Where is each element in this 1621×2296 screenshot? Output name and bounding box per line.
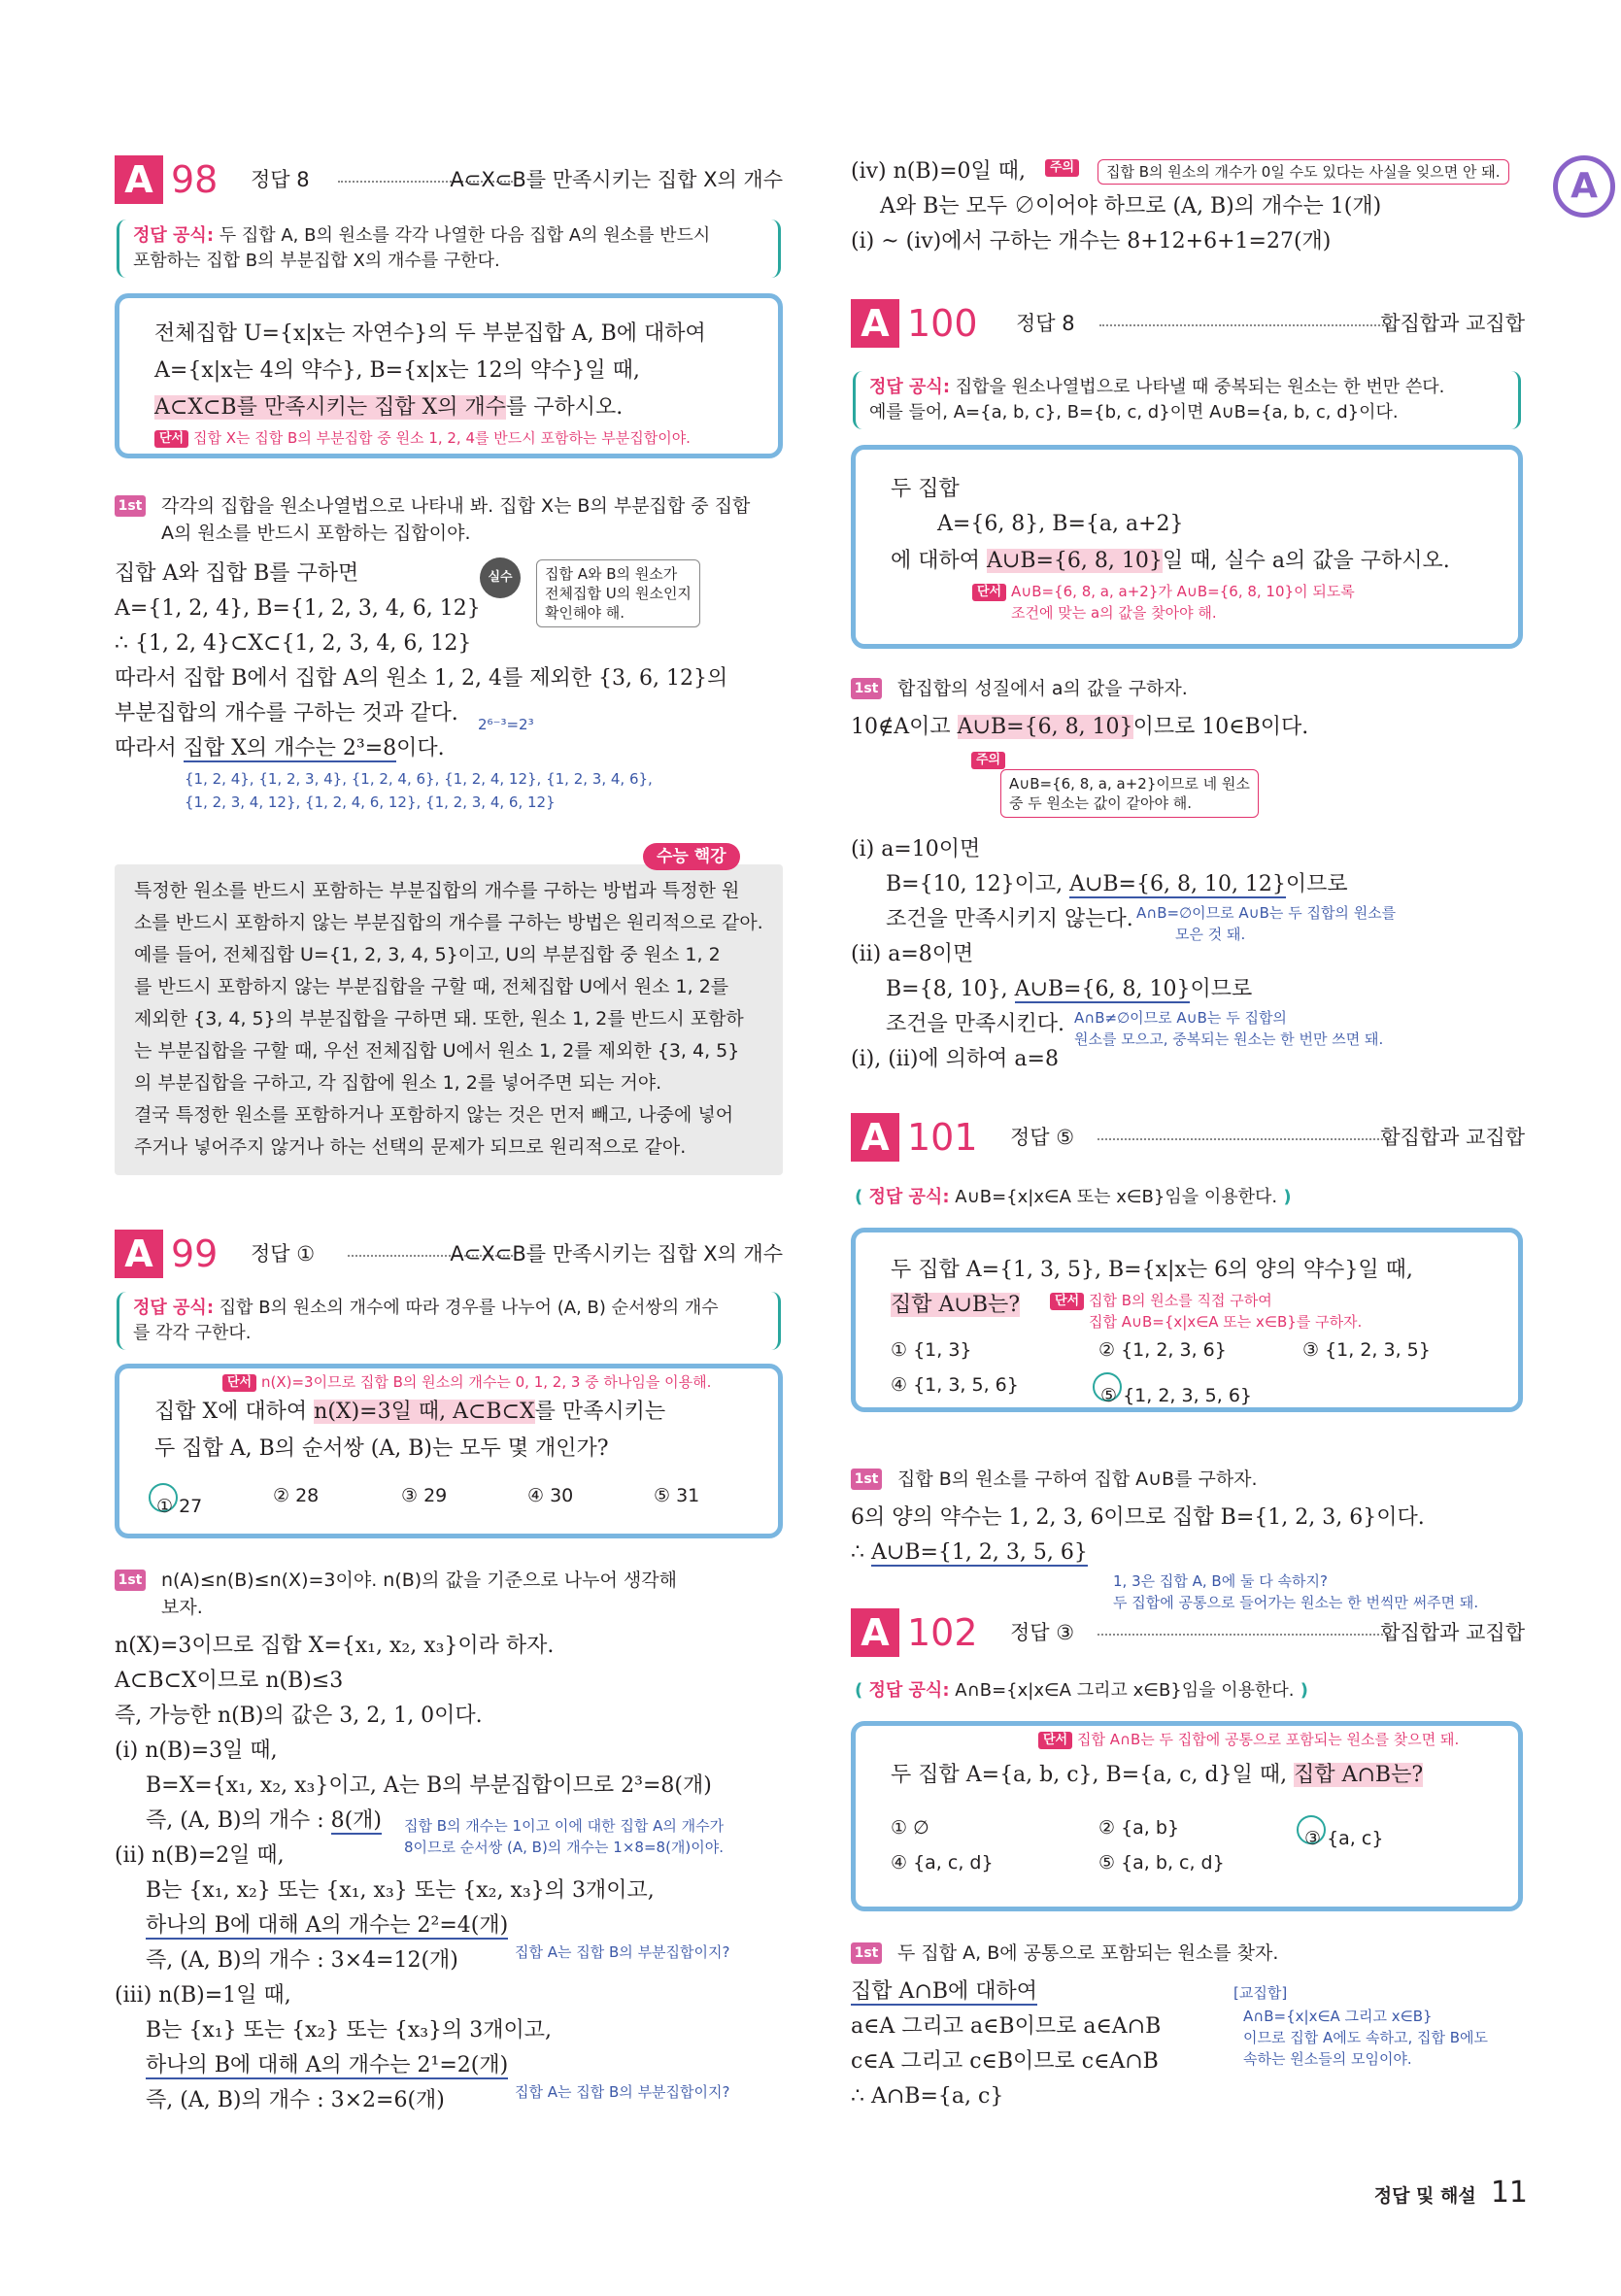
- answer-label: 정답 8: [251, 168, 310, 191]
- problem-badge: A: [851, 299, 899, 348]
- mistake-icon: 실수: [480, 557, 521, 598]
- formula-box: ( 정답 공식: A∩B={x|x∈A 그리고 x∈B}임을 이용한다. ): [855, 1680, 1309, 1701]
- side-note: 이므로 집합 A에도 속하고, 집합 B에도: [1243, 2029, 1489, 2046]
- step-text: 보자.: [161, 1597, 203, 1618]
- formula-label: 정답 공식:: [133, 1298, 215, 1318]
- hint-text: n(X)=3이므로 집합 B의 원소의 개수는 0, 1, 2, 3 중 하나임을 이용해.: [261, 1373, 712, 1391]
- formula-label: 정답 공식:: [868, 1680, 950, 1701]
- hint-tag: 단서: [1050, 1293, 1084, 1310]
- solution-line: B=X={x₁, x₂, x₃}이고, A는 B의 부분집합이므로 2³=8(개): [146, 1773, 712, 1798]
- answer-label: 정답 8: [1016, 312, 1075, 335]
- formula-text: A∩B={x|x∈A 그리고 x∈B}임을 이용한다.: [955, 1680, 1295, 1701]
- problem-badge: A: [851, 1608, 899, 1657]
- solution-line: B는 {x₁, x₂} 또는 {x₁, x₃} 또는 {x₂, x₃}의 3개이고,: [146, 1878, 655, 1903]
- solution-line: (iii) n(B)=1일 때,: [115, 1983, 291, 2008]
- problem-98-header: [115, 155, 783, 204]
- side-note-title: [교집합]: [1233, 1984, 1288, 2002]
- solution-line: ∴ A∪B={1, 2, 3, 5, 6}: [851, 1540, 1088, 1565]
- core-tip-box: [115, 864, 783, 1175]
- formula-text: 집합 B의 원소의 개수에 따라 경우를 나누어 (A, B) 순서쌍의 개수: [219, 1298, 719, 1318]
- solution-line: (ii) n(B)=2일 때,: [115, 1843, 285, 1868]
- page-number: 11: [1490, 2176, 1528, 2210]
- solution-line: (i) n(B)=3일 때,: [115, 1739, 278, 1763]
- mistake-note: 집합 A와 B의 원소가 전체집합 U의 원소인지 확인해야 해.: [536, 559, 700, 627]
- problem-text: 두 집합 A, B의 순서쌍 (A, B)는 모두 몇 개인가?: [154, 1436, 609, 1461]
- choice-2[interactable]: ② {a, b}: [1098, 1817, 1180, 1839]
- solution-line: 10∉A이고 A∪B={6, 8, 10}이므로 10∈B이다.: [851, 715, 1309, 739]
- choice-2[interactable]: ② {1, 2, 3, 6}: [1098, 1339, 1227, 1361]
- leader-dots: [1099, 324, 1391, 326]
- choice-3[interactable]: ③ 29: [401, 1485, 448, 1506]
- step-text: 두 집합 A, B에 공통으로 포함되는 원소를 찾자.: [897, 1942, 1279, 1964]
- problem-box: [851, 1721, 1523, 1911]
- answer-label: 정답 ⑤: [1010, 1126, 1075, 1149]
- problem-topic: A⊂X⊂B를 만족시키는 집합 X의 개수: [450, 168, 783, 191]
- problem-number: 101: [907, 1116, 978, 1159]
- choice-5[interactable]: ⑤ {a, b, c, d}: [1098, 1852, 1225, 1874]
- core-text: 소를 반드시 포함하지 않는 부분집합의 개수를 구하는 방법은 원리적으로 같아.: [134, 912, 763, 933]
- core-text: 제외한 {3, 4, 5}의 부분집합을 구하면 돼. 또한, 원소 1, 2를 반드시 포함하: [134, 1008, 744, 1030]
- solution-line: 즉, (A, B)의 개수 : 8(개): [146, 1808, 383, 1833]
- side-note: 원소를 모으고, 중복되는 원소는 한 번만 쓰면 돼.: [1074, 1030, 1384, 1048]
- problem-text: 에 대하여 A∪B={6, 8, 10}일 때, 실수 a의 값을 구하시오.: [891, 549, 1450, 573]
- problem-100-header: [851, 299, 1525, 348]
- step-text: A의 원소를 반드시 포함하는 집합이야.: [161, 523, 471, 544]
- solution-line: n(X)=3이므로 집합 X={x₁, x₂, x₃}이라 하자.: [115, 1634, 555, 1658]
- side-note: 2⁶⁻³=2³: [478, 716, 534, 733]
- formula-box: [117, 219, 781, 278]
- hint-tag: 단서: [1038, 1732, 1072, 1749]
- hint-tag: 단서: [222, 1374, 256, 1392]
- problem-number: 98: [171, 158, 219, 201]
- problem-number: 102: [907, 1611, 978, 1654]
- side-note: 모은 것 돼.: [1175, 926, 1246, 943]
- caution-tag: 주의: [1045, 159, 1079, 177]
- hint-text: 집합 A∩B는 두 집합에 공통으로 포함되는 원소를 찾으면 돼.: [1077, 1731, 1460, 1748]
- answer-label: 정답 ③: [1010, 1621, 1075, 1644]
- hint-text: 집합 A∪B={x|x∈A 또는 x∈B}를 구하자.: [1089, 1313, 1363, 1331]
- formula-text: 집합을 원소나열법으로 나타낼 때 중복되는 원소는 한 번만 쓴다.: [955, 377, 1445, 397]
- problem-topic: 합집합과 교집합: [1380, 1621, 1525, 1644]
- core-tip-tag: 수능 핵강: [643, 843, 740, 870]
- hint-text: 조건에 맞는 a의 값을 찾아야 해.: [1011, 604, 1217, 622]
- solution-line: 따라서 집합 X의 개수는 2³=8이다.: [115, 736, 445, 760]
- leader-dots: [1098, 1138, 1391, 1140]
- solution-line: A⊂B⊂X이므로 n(B)≤3: [115, 1669, 344, 1693]
- answer-label: 정답 ①: [251, 1242, 316, 1266]
- solution-line: 조건을 만족시킨다.: [886, 1012, 1065, 1036]
- side-note: 속하는 원소들의 모임이야.: [1243, 2050, 1412, 2068]
- step-tag: 1st: [115, 1570, 146, 1591]
- solution-line: 부분집합의 개수를 구하는 것과 같다.: [115, 701, 458, 726]
- formula-text: 포함하는 집합 B의 부분집합 X의 개수를 구한다.: [133, 251, 500, 271]
- choice-1[interactable]: ① 27: [154, 1483, 202, 1519]
- core-text: 특정한 원소를 반드시 포함하는 부분집합의 개수를 구하는 방법과 특정한 원: [134, 880, 740, 901]
- section-badge: A: [1553, 155, 1615, 218]
- solution-line: ∴ {1, 2, 4}⊂X⊂{1, 2, 3, 4, 6, 12}: [115, 631, 472, 656]
- hint-text: A∪B={6, 8, a, a+2}가 A∪B={6, 8, 10}이 되도록: [1011, 583, 1355, 600]
- problem-badge: A: [851, 1113, 899, 1162]
- solution-line: B={10, 12}이고, A∪B={6, 8, 10, 12}이므로: [886, 872, 1348, 896]
- formula-text: 두 집합 A, B의 원소를 각각 나열한 다음 집합 A의 원소를 반드시: [219, 225, 711, 246]
- leader-dots: [1098, 1634, 1391, 1636]
- formula-label: 정답 공식:: [133, 225, 215, 246]
- formula-text: A∪B={x|x∈A 또는 x∈B}임을 이용한다.: [955, 1187, 1278, 1207]
- choice-1[interactable]: ① ∅: [891, 1817, 929, 1839]
- core-text: 주거나 넣어주지 않거나 하는 선택의 문제가 되므로 원리적으로 같아.: [134, 1136, 687, 1158]
- problem-99-header: [115, 1230, 783, 1278]
- problem-text: 두 집합 A={1, 3, 5}, B={x|x는 6의 양의 약수}일 때,: [891, 1258, 1413, 1282]
- problem-number: 99: [171, 1232, 219, 1275]
- solution-line: (i), (ii)에 의하여 a=8: [851, 1047, 1059, 1071]
- problem-box: [851, 445, 1523, 649]
- formula-box: [853, 371, 1521, 429]
- solution-line: (ii) a=8이면: [851, 942, 974, 966]
- problem-topic: 합집합과 교집합: [1380, 312, 1525, 335]
- solution-line: (iv) n(B)=0일 때,: [851, 159, 1027, 184]
- hint-tag: 단서: [154, 430, 188, 448]
- page-footer: [1374, 2176, 1528, 2210]
- solution-line: B는 {x₁} 또는 {x₂} 또는 {x₃}의 3개이고,: [146, 2018, 553, 2043]
- solution-line: ∴ A∩B={a, c}: [851, 2084, 1004, 2109]
- caution-tag: 주의: [971, 752, 1005, 769]
- core-text: 결국 특정한 원소를 포함하거나 포함하지 않는 것은 먼저 빼고, 나중에 넣어: [134, 1104, 734, 1126]
- solution-line: c∈A 그리고 c∈B이므로 c∈A∩B: [851, 2049, 1159, 2074]
- solution-line: 즉, (A, B)의 개수 : 3×2=6(개): [146, 2088, 445, 2112]
- problem-box: [851, 1228, 1523, 1412]
- problem-topic: 합집합과 교집합: [1380, 1126, 1525, 1149]
- step-text: 합집합의 성질에서 a의 값을 구하자.: [897, 678, 1188, 699]
- formula-box: [117, 1292, 781, 1350]
- step-tag: 1st: [851, 678, 882, 699]
- formula-text: 를 각각 구한다.: [133, 1323, 252, 1343]
- solution-line: (i) ~ (iv)에서 구하는 개수는 8+12+6+1=27(개): [851, 229, 1332, 253]
- side-note: A∩B={x|x∈A 그리고 x∈B}: [1243, 2008, 1433, 2025]
- formula-box: ( 정답 공식: A∪B={x|x∈A 또는 x∈B}임을 이용한다. ): [855, 1187, 1292, 1207]
- step-text: 각각의 집합을 원소나열법으로 나타내 봐. 집합 X는 B의 부분집합 중 집합: [161, 495, 751, 517]
- step-text: 집합 B의 원소를 구하여 집합 A∪B를 구하자.: [897, 1469, 1258, 1490]
- step-tag: 1st: [851, 1942, 882, 1964]
- side-note: 집합 A는 집합 B의 부분집합이지?: [515, 1943, 730, 1961]
- caution-note: A∪B={6, 8, a, a+2}이므로 네 원소 중 두 원소는 값이 같아야 해.: [1000, 769, 1259, 818]
- choice-1[interactable]: ① {1, 3}: [891, 1339, 972, 1361]
- footer-label: 정답 및 해설: [1373, 2185, 1476, 2207]
- solution-line: A={1, 2, 4}, B={1, 2, 3, 4, 6, 12}: [115, 596, 481, 621]
- problem-text: 집합 X에 대하여 n(X)=3일 때, A⊂B⊂X를 만족시키는: [154, 1400, 666, 1424]
- step-tag: 1st: [851, 1469, 882, 1490]
- core-text: 를 반드시 포함하지 않는 부분집합을 구할 때, 전체집합 U에서 원소 1, 2를: [134, 976, 729, 997]
- solution-line: 즉, (A, B)의 개수 : 3×4=12(개): [146, 1948, 458, 1973]
- problem-box: [115, 1364, 783, 1538]
- side-note: 집합 B의 개수는 1이고 이에 대한 집합 A의 개수가: [404, 1817, 725, 1835]
- side-note: 두 집합에 공통으로 들어가는 원소는 한 번씩만 써주면 돼.: [1113, 1594, 1479, 1611]
- side-note: 8이므로 순서쌍 (A, B)의 개수는 1×8=8(개)이야.: [404, 1839, 725, 1856]
- problem-text: 두 집합 A={a, b, c}, B={a, c, d}일 때, 집합 A∩B는?: [891, 1763, 1424, 1787]
- choice-3[interactable]: ③ {a, c}: [1302, 1815, 1383, 1851]
- problem-101-header: [851, 1113, 1525, 1162]
- set-list: {1, 2, 3, 4, 12}, {1, 2, 4, 6, 12}, {1, 2, 3, 4, 6, 12}: [185, 793, 556, 811]
- choice-4[interactable]: ④ {1, 3, 5, 6}: [891, 1374, 1019, 1396]
- solution-line: 집합 A∩B에 대하여: [851, 1979, 1037, 2004]
- core-text: 의 부분집합을 구하고, 각 집합에 원소 1, 2를 넣어주면 되는 거야.: [134, 1072, 662, 1094]
- problem-text: A={x|x는 4의 약수}, B={x|x는 12의 약수}일 때,: [154, 358, 640, 383]
- problem-box: [115, 293, 783, 458]
- side-note: A∩B=∅이므로 A∪B는 두 집합의 원소를: [1136, 904, 1397, 922]
- problem-text: 전체집합 U={x|x는 자연수}의 두 부분집합 A, B에 대하여: [154, 321, 706, 346]
- choice-4[interactable]: ④ {a, c, d}: [891, 1852, 994, 1874]
- solution-line: B={8, 10}, A∪B={6, 8, 10}이므로: [886, 977, 1253, 1001]
- choice-5[interactable]: ⑤ 31: [654, 1485, 700, 1506]
- core-text: 는 부분집합을 구할 때, 우선 전체집합 U에서 원소 1, 2를 제외한 {3, 4, 5}: [134, 1040, 740, 1062]
- caution-note: 집합 B의 원소의 개수가 0일 수도 있다는 사실을 잊으면 안 돼.: [1098, 159, 1509, 185]
- hint-text: 집합 X는 집합 B의 부분집합 중 원소 1, 2, 4를 반드시 포함하는 부분집합이야.: [193, 429, 691, 447]
- solution-line: A와 B는 모두 ∅이어야 하므로 (A, B)의 개수는 1(개): [880, 194, 1382, 219]
- problem-badge: A: [115, 155, 163, 204]
- choice-2[interactable]: ② 28: [273, 1485, 320, 1506]
- step-text: n(A)≤n(B)≤n(X)=3이야. n(B)의 값을 기준으로 나누어 생각해: [161, 1570, 677, 1591]
- side-note: A∩B≠∅이므로 A∪B는 두 집합의: [1074, 1009, 1287, 1027]
- solution-line: (i) a=10이면: [851, 837, 981, 861]
- solution-line: 조건을 만족시키지 않는다.: [886, 907, 1133, 931]
- problem-102-header: [851, 1608, 1525, 1657]
- solution-line: 하나의 B에 대해 A의 개수는 2²=4(개): [146, 1913, 509, 1938]
- solution-line: 집합 A와 집합 B를 구하면: [115, 561, 359, 586]
- solution-line: a∈A 그리고 a∈B이므로 a∈A∩B: [851, 2014, 1162, 2039]
- core-text: 예를 들어, 전체집합 U={1, 2, 3, 4, 5}이고, U의 부분집합 중 원소 1, 2: [134, 944, 721, 965]
- set-list: {1, 2, 4}, {1, 2, 3, 4}, {1, 2, 4, 6}, {1, 2, 4, 12}, {1, 2, 3, 4, 6},: [185, 770, 653, 788]
- choice-3[interactable]: ③ {1, 2, 3, 5}: [1302, 1339, 1431, 1361]
- solution-line: 6의 양의 약수는 1, 2, 3, 6이므로 집합 B={1, 2, 3, 6}이다.: [851, 1505, 1425, 1530]
- problem-text: 두 집합: [891, 477, 960, 501]
- hint-text: 집합 B의 원소를 직접 구하여: [1089, 1292, 1272, 1309]
- step-tag: 1st: [115, 495, 146, 517]
- problem-text: 집합 A∪B는?: [891, 1293, 1021, 1317]
- side-note: 집합 A는 집합 B의 부분집합이지?: [515, 2083, 730, 2101]
- hint-tag: 단서: [972, 584, 1006, 601]
- formula-label: 정답 공식:: [869, 377, 951, 397]
- problem-badge: A: [115, 1230, 163, 1278]
- solution-line: 하나의 B에 대해 A의 개수는 2¹=2(개): [146, 2053, 509, 2077]
- solution-line: 따라서 집합 B에서 집합 A의 원소 1, 2, 4를 제외한 {3, 6, 12}의: [115, 666, 728, 691]
- formula-label: 정답 공식:: [868, 1187, 950, 1207]
- problem-text: A={6, 8}, B={a, a+2}: [937, 512, 1184, 536]
- choice-5[interactable]: ⑤ {1, 2, 3, 5, 6}: [1098, 1372, 1252, 1408]
- formula-text: 예를 들어, A={a, b, c}, B={b, c, d}이면 A∪B={a, b, c, d}이다.: [869, 402, 1399, 422]
- problem-topic: A⊂X⊂B를 만족시키는 집합 X의 개수: [450, 1242, 783, 1266]
- choice-4[interactable]: ④ 30: [527, 1485, 574, 1506]
- side-note: 1, 3은 집합 A, B에 둘 다 속하지?: [1113, 1572, 1328, 1590]
- problem-text: A⊂X⊂B를 만족시키는 집합 X의 개수를 구하시오.: [154, 395, 624, 420]
- problem-number: 100: [907, 302, 978, 345]
- solution-line: 즉, 가능한 n(B)의 값은 3, 2, 1, 0이다.: [115, 1704, 483, 1728]
